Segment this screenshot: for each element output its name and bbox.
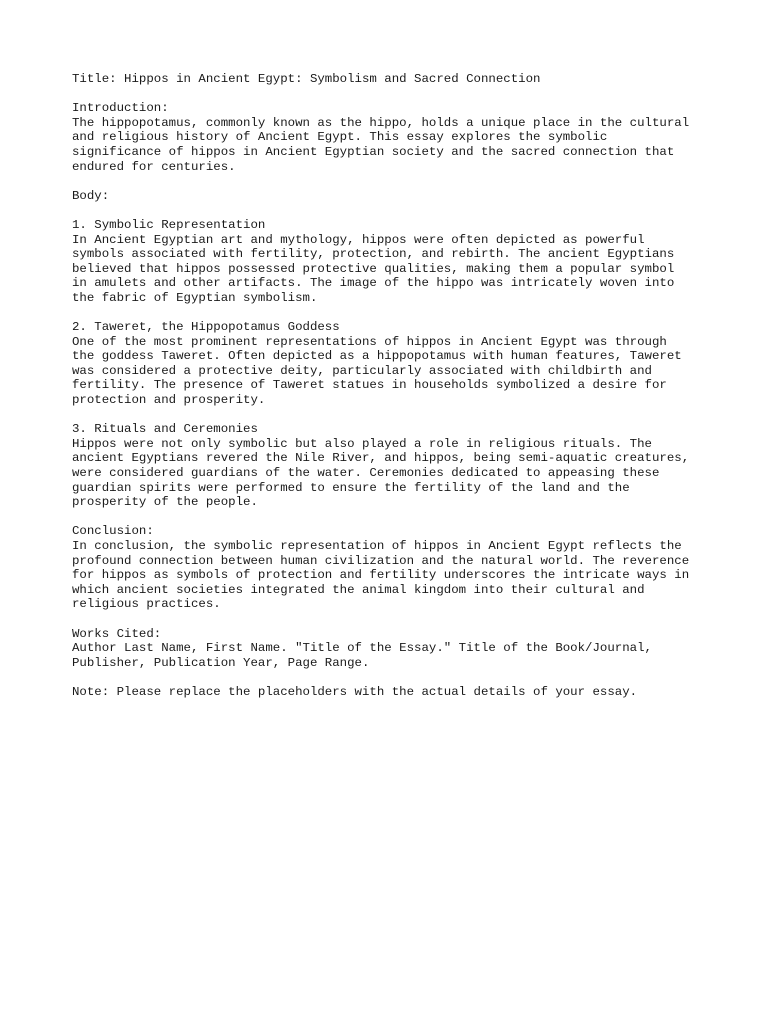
section-line: symbols associated with fertility, protection, and rebirth. The ancient Egyptians [72, 247, 675, 262]
placeholder-note: Note: Please replace the placeholders with the actual details of your essay. [72, 684, 638, 699]
section-line: fertility. The presence of Taweret statues in households symbolized a desire for [72, 378, 667, 393]
spacer [72, 670, 722, 685]
section-taweret [72, 320, 722, 408]
conclusion-line: religious practices. [72, 597, 221, 612]
introduction-section [72, 101, 722, 174]
conclusion-heading: Conclusion: [72, 524, 154, 539]
section-line: was considered a protective deity, particularly associated with childbirth and [72, 363, 652, 378]
introduction-line: The hippopotamus, commonly known as the hippo, holds a unique place in the cultural [72, 115, 690, 130]
section-line: prosperity of the people. [72, 495, 258, 510]
document-page [72, 72, 722, 700]
conclusion-line: which ancient societies integrated the animal kingdom into their cultural and [72, 582, 645, 597]
spacer [72, 203, 722, 218]
section-line: One of the most prominent representations of hippos in Ancient Egypt was through [72, 334, 667, 349]
section-line: ancient Egyptians revered the Nile River, and hippos, being semi-aquatic creatures, [72, 451, 690, 466]
section-line: believed that hippos possessed protective qualities, making them a popular symbol [72, 261, 675, 276]
introduction-line: endured for centuries. [72, 159, 236, 174]
conclusion-line: In conclusion, the symbolic representation of hippos in Ancient Egypt reflects the [72, 539, 682, 553]
works-cited-line: Publisher, Publication Year, Page Range. [72, 655, 370, 670]
introduction-heading: Introduction: [72, 101, 169, 116]
spacer [72, 87, 722, 102]
body-heading: Body: [72, 188, 110, 203]
section-line: were considered guardians of the water. Ceremonies dedicated to appeasing these [72, 466, 660, 481]
introduction-line: significance of hippos in Ancient Egyptian society and the sacred connection that [72, 144, 675, 159]
spacer [72, 174, 722, 189]
section-line: protection and prosperity. [72, 393, 266, 408]
works-cited-section [72, 627, 722, 671]
section-heading: 2. Taweret, the Hippopotamus Goddess [72, 320, 340, 335]
conclusion-line: profound connection between human civilization and the natural world. The reverence [72, 553, 690, 568]
section-line: the fabric of Egyptian symbolism. [72, 290, 318, 305]
conclusion-line: for hippos as symbols of protection and fertility underscores the intricate ways in [72, 568, 690, 583]
section-line: Hippos were not only symbolic but also played a role in religious rituals. The [72, 436, 652, 451]
spacer [72, 306, 722, 321]
section-line: the goddess Taweret. Often depicted as a hippopotamus with human features, Taweret [72, 349, 682, 364]
section-heading: 1. Symbolic Representation [72, 217, 266, 232]
section-line: guardian spirits were performed to ensure the fertility of the land and the [72, 480, 630, 495]
spacer [72, 408, 722, 423]
section-line: In Ancient Egyptian art and mythology, hippos were often depicted as powerful [72, 232, 645, 247]
introduction-line: and religious history of Ancient Egypt. This essay explores the symbolic [72, 130, 608, 145]
spacer [72, 510, 722, 525]
section-line: in amulets and other artifacts. The image of the hippo was intricately woven into [72, 276, 675, 291]
section-symbolic-representation [72, 218, 722, 306]
spacer [72, 612, 722, 627]
conclusion-section [72, 524, 722, 612]
works-cited-heading: Works Cited: [72, 626, 162, 641]
section-rituals-ceremonies [72, 422, 722, 510]
document-title: Title: Hippos in Ancient Egypt: Symbolism and Sacred Connection [72, 72, 541, 86]
works-cited-line: Author Last Name, First Name. "Title of the Essay." Title of the Book/Journal, [72, 641, 652, 656]
section-heading: 3. Rituals and Ceremonies [72, 422, 258, 437]
